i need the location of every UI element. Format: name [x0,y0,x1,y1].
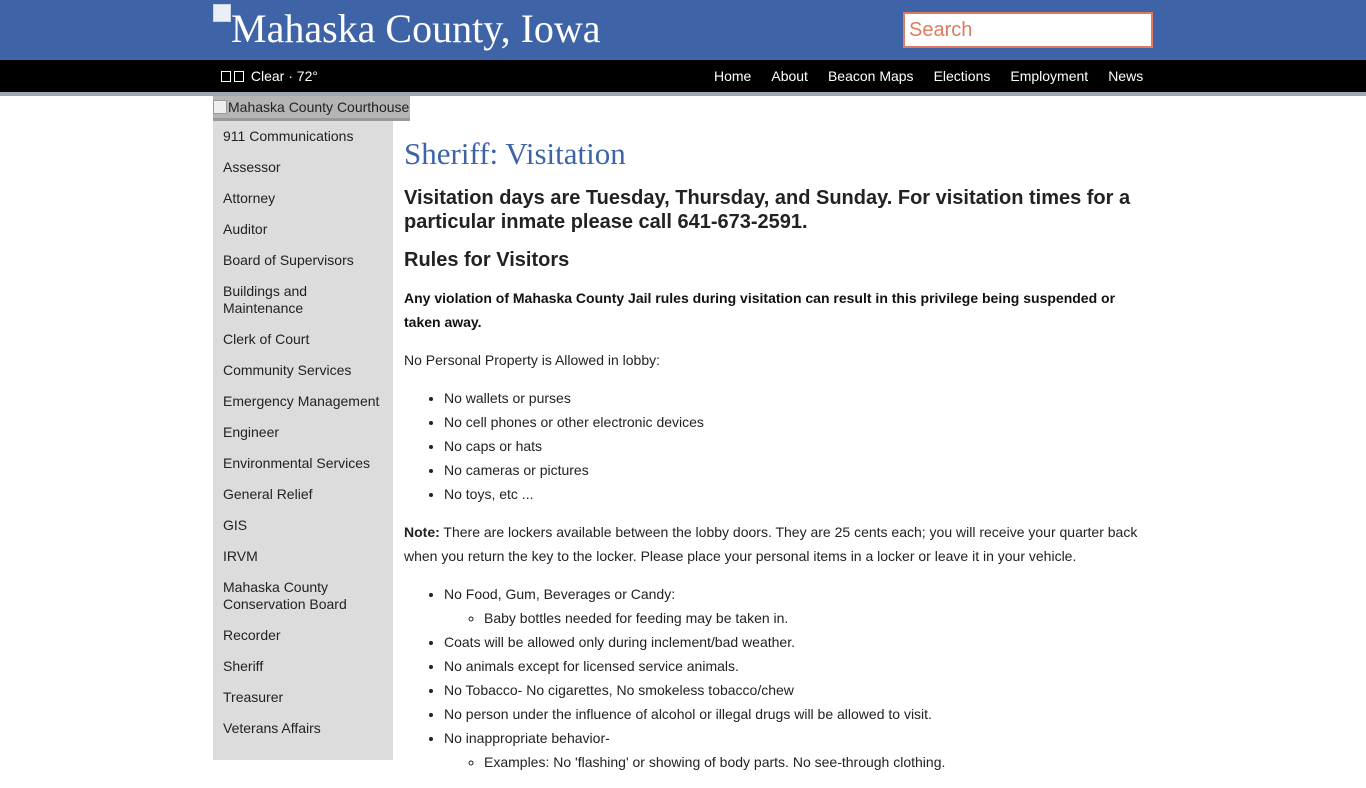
list-item: • No wallets or purses [444,386,1144,410]
rule-behavior: No inappropriate behavior- [444,730,610,746]
site-header [0,0,1366,60]
sidebar-item-assessor[interactable]: Assessor [223,159,281,175]
visitation-days-lead: Visitation days are Tuesday, Thursday, and Sunday. For visitation times for a particular inmate please call 641-673-2591. [404,187,1131,233]
site-logo[interactable] [213,4,601,56]
list-item: • No cameras or pictures [444,458,1144,482]
nav-about[interactable]: About [771,68,808,84]
sidebar-item-911-communications[interactable]: 911 Communications [223,128,354,144]
list-item: • No toys, etc ... [444,482,1144,506]
courthouse-image [213,96,410,121]
list-item: • No animals except for licensed service animals. [444,654,1144,678]
sidebar-item-emergency-management[interactable]: Emergency Management [223,393,380,409]
rules-heading: Rules for Visitors [404,249,570,271]
weather-text: Clear · 72° [250,68,318,84]
sidebar-item-buildings-and-maintenance[interactable]: Buildings and Maintenance [223,283,308,316]
list-item [444,726,1144,774]
sidebar-item-clerk-of-court[interactable]: Clerk of Court [223,331,310,347]
sidebar-item-community-services[interactable]: Community Services [223,362,352,378]
nav-news[interactable]: News [1108,68,1144,84]
list-item: • No caps or hats [444,434,1144,458]
list-item: • Coats will be allowed only during inclement/bad weather. [444,630,1144,654]
main-content [404,96,1144,788]
sidebar-item-veterans-affairs[interactable]: Veterans Affairs [223,720,321,736]
property-list [404,386,1144,506]
top-nav-bar [0,60,1366,96]
sidebar-item-engineer[interactable]: Engineer [223,424,280,440]
broken-image-icon [213,4,231,22]
sidebar-item-board-of-supervisors[interactable]: Board of Supervisors [223,252,354,268]
property-intro: No Personal Property is Allowed in lobby: [404,352,661,368]
weather-widget [221,68,318,84]
sidebar-item-irvm[interactable]: IRVM [223,548,258,564]
note-text: There are lockers available between the lobby doors. They are 25 cents each; you will receive your quarter back when you return the key to the locker. Please place your personal items in a locker or leave it in your vehicle. [404,524,1138,564]
violation-warning: Any violation of Mahaska County Jail rules during visitation can result in this privilege being suspended or taken away. [404,290,1116,330]
nav-employment[interactable]: Employment [1010,68,1089,84]
courthouse-image-alt: Mahaska County Courthouse [228,99,410,115]
list-item: ◦ Examples: No 'flashing' or showing of body parts. No see-through clothing. [484,750,1144,774]
page-title: Sheriff: Visitation [404,136,626,171]
department-list [213,121,393,744]
sidebar-item-recorder[interactable]: Recorder [223,627,281,643]
nav-home[interactable]: Home [714,68,752,84]
weather-icon [234,71,244,82]
sidebar-item-environmental-services[interactable]: Environmental Services [223,455,371,471]
sidebar [213,96,410,760]
list-item: • No cell phones or other electronic devices [444,410,1144,434]
locker-note [404,520,1144,568]
main-nav [704,68,1153,84]
logo-text: Mahaska County, Iowa [231,6,601,51]
sidebar-item-gis[interactable]: GIS [223,517,248,533]
list-item: • No Tobacco- No cigarettes, No smokeless tobacco/chew [444,678,1144,702]
sidebar-item-auditor[interactable]: Auditor [223,221,268,237]
nav-elections[interactable]: Elections [933,68,991,84]
sidebar-item-sheriff[interactable]: Sheriff [223,658,264,674]
list-item: ◦ Baby bottles needed for feeding may be taken in. [484,606,1144,630]
rule-food: No Food, Gum, Beverages or Candy: [444,586,676,602]
sidebar-item-treasurer[interactable]: Treasurer [223,689,284,705]
rules-list [404,582,1144,774]
list-item [444,582,1144,630]
sidebar-item-attorney[interactable]: Attorney [223,190,276,206]
nav-beacon-maps[interactable]: Beacon Maps [827,68,914,84]
sidebar-item-general-relief[interactable]: General Relief [223,486,313,502]
note-label: Note: [404,524,440,540]
broken-image-icon [213,100,227,114]
search-input[interactable] [903,12,1153,48]
list-item: • No person under the influence of alcohol or illegal drugs will be allowed to visit. [444,702,1144,726]
weather-icon [221,71,231,82]
sidebar-item-conservation-board[interactable]: Mahaska County Conservation Board [223,579,347,612]
